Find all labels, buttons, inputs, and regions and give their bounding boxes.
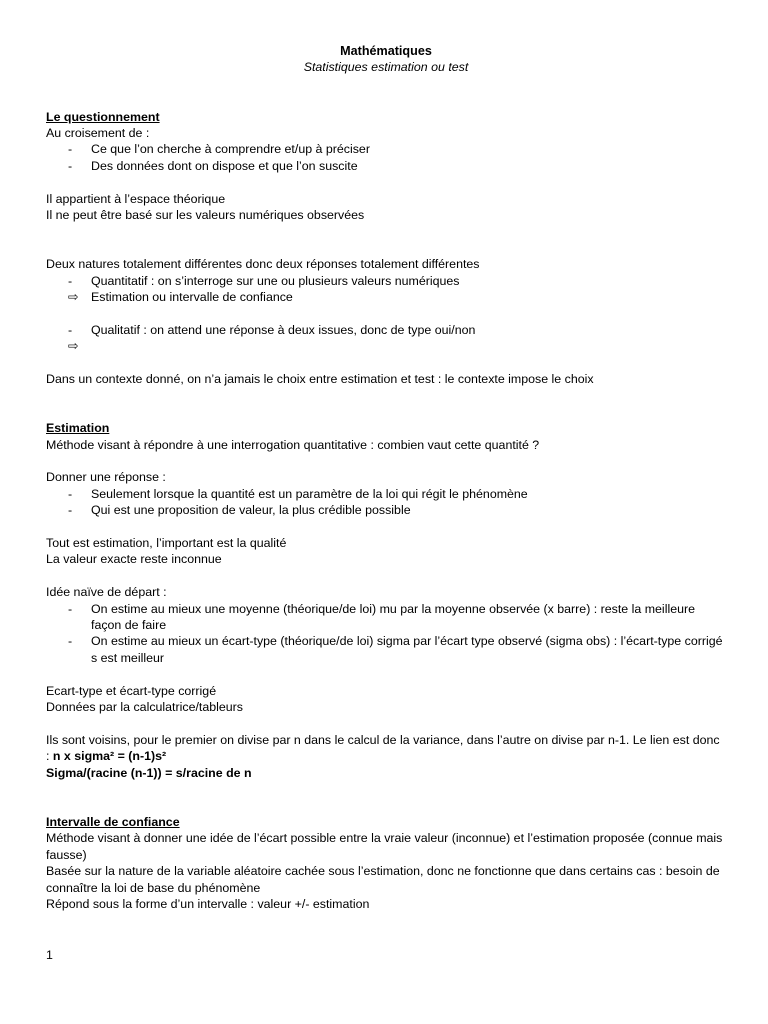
paragraph: Ecart-type et écart-type corrigé bbox=[46, 683, 217, 698]
paragraph: Idée naïve de départ : bbox=[46, 585, 167, 600]
paragraph: Basée sur la nature de la variable aléatoire cachée sous l’estimation, donc ne fonctionne que dans certains cas : besoin de connaître la loi de base du phénomène bbox=[46, 864, 720, 895]
list-item: - Quantitatif : on s’interroge sur une ou plusieurs valeurs numériques bbox=[68, 273, 460, 288]
paragraph: Dans un contexte donné, on n’a jamais le choix entre estimation et test : le contexte impose le choix bbox=[46, 372, 594, 387]
document-page bbox=[46, 43, 726, 912]
paragraph: Au croisement de : bbox=[46, 126, 150, 141]
list-item: - Qualitatif : on attend une réponse à deux issues, donc de type oui/non bbox=[68, 322, 476, 337]
document-subtitle: Statistiques estimation ou test bbox=[303, 60, 469, 75]
list-item: - Ce que l’on cherche à comprendre et/up à préciser bbox=[68, 142, 370, 157]
formula: Sigma/(racine (n-1)) = s/racine de n bbox=[46, 765, 252, 780]
paragraph: Donner une réponse : bbox=[46, 470, 166, 485]
document-title: Mathématiques bbox=[340, 44, 432, 58]
list-item: - Seulement lorsque la quantité est un paramètre de la loi qui régit le phénomène bbox=[68, 486, 528, 501]
arrow-icon: ⇨ bbox=[68, 339, 79, 354]
paragraph: Tout est estimation, l’important est la qualité bbox=[46, 536, 287, 551]
paragraph: Deux natures totalement différentes donc deux réponses totalement différentes bbox=[46, 257, 480, 272]
paragraph: Il appartient à l’espace théorique bbox=[46, 191, 226, 206]
arrow-icon: ⇨ bbox=[68, 290, 79, 305]
formula: n x sigma² = (n-1)s² bbox=[52, 749, 167, 764]
paragraph: Données par la calculatrice/tableurs bbox=[46, 700, 243, 715]
page-number: 1 bbox=[46, 948, 53, 962]
list-item: - Qui est une proposition de valeur, la plus crédible possible bbox=[68, 503, 411, 518]
paragraph: Répond sous la forme d’un intervalle : valeur +/- estimation bbox=[46, 896, 370, 911]
paragraph: Il ne peut être basé sur les valeurs numériques observées bbox=[46, 208, 365, 223]
list-item: - Des données dont on dispose et que l’on suscite bbox=[68, 158, 358, 173]
list-item: - On estime au mieux un écart-type (théorique/de loi) sigma par l’écart type observé (sigma obs) : l’écart-type corrigé s est meilleur bbox=[68, 634, 723, 665]
list-item-arrow bbox=[46, 338, 726, 354]
paragraph: La valeur exacte reste inconnue bbox=[46, 552, 222, 567]
paragraph: Méthode visant à donner une idée de l’écart possible entre la vraie valeur (inconnue) et l’estimation proposée (connue mais fausse) bbox=[46, 831, 723, 862]
paragraph: Méthode visant à répondre à une interrogation quantitative : combien vaut cette quantité ? bbox=[46, 437, 540, 452]
section-heading-intervalle: Intervalle de confiance bbox=[46, 814, 180, 829]
list-item: - On estime au mieux une moyenne (théorique/de loi) mu par la moyenne observée (x barre) : reste la meilleure façon de faire bbox=[68, 601, 695, 633]
list-item-arrow: ⇨ Estimation ou intervalle de confiance bbox=[46, 289, 726, 305]
section-heading-estimation: Estimation bbox=[46, 421, 110, 436]
paragraph: Ils sont voisins, pour le premier on divise par n dans le calcul de la variance, dans l’autre on divise par n-1. Le lien est donc : n x sigma² = (n-1)s² bbox=[46, 732, 720, 764]
section-heading-questionnement: Le questionnement bbox=[46, 109, 160, 124]
